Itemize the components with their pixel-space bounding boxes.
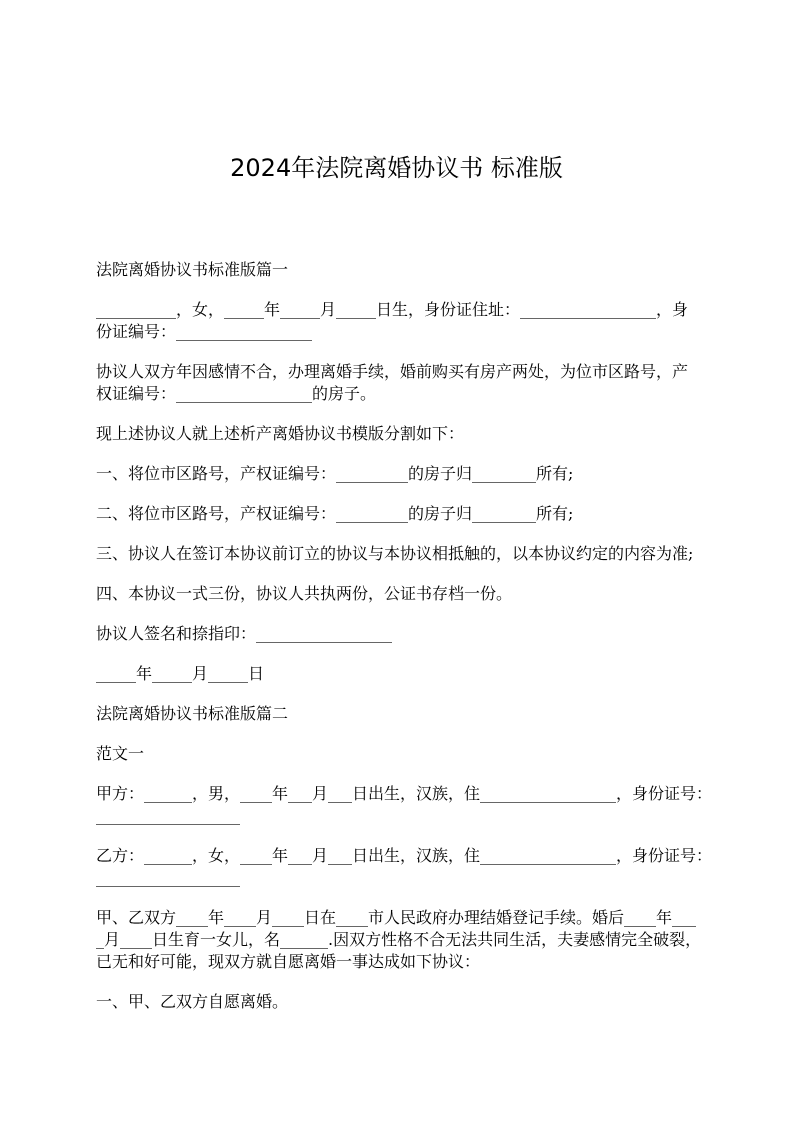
party-a-info [96, 783, 713, 827]
part-one-division-intro [96, 423, 700, 445]
clause-item [96, 543, 700, 565]
party-b-line-2: __________________ [96, 868, 240, 887]
party-a-line-2: __________________ [96, 806, 240, 825]
division-intro-text: 现上述协议人就上述析产离婚协议书模版分割如下： [96, 424, 465, 443]
signature-text: 协议人签名和捺指印：_________________ [96, 624, 393, 643]
property-line-2: 权证编号：_________________的房子。 [96, 384, 377, 403]
party-b-line-1: 乙方：______，女，____年___月___日出生，汉族，住_________________，身份证号： [96, 846, 713, 865]
sample-label [96, 743, 700, 765]
party-a-line-1: 甲方：______，男，____年___月___日出生，汉族，住_________________，身份证号： [96, 784, 713, 803]
part-two-clause-1-text: 一、甲、乙双方自愿离婚。 [96, 992, 289, 1011]
statement-line-1: 甲、乙双方____年____月____日在____市人民政府办理结婚登记手续。婚后____年___ [96, 908, 697, 927]
sample-label-text: 范文一 [96, 744, 145, 763]
statement-line-3: 已无和好可能，现双方就自愿离婚一事达成如下协议： [96, 952, 481, 971]
clause-item [96, 503, 700, 525]
clause-item [96, 463, 700, 485]
document-title: 2024年法院离婚协议书 标准版 [230, 154, 563, 183]
party-info-line-1: __________，女，_____年_____月_____日生，身份证住址：_________________，身 [96, 300, 689, 319]
part-two-heading-text: 法院离婚协议书标准版篇二 [96, 704, 289, 723]
party-info-line-2: 份证编号：_________________ [96, 322, 313, 341]
part-two-heading [96, 703, 700, 725]
part-one-heading [96, 259, 700, 281]
document-body [96, 259, 713, 1031]
date-text: _____年_____月_____日 [96, 664, 265, 683]
clause-1-text: 一、将位市区路号，产权证编号：_________的房子归________所有; [96, 464, 574, 483]
clause-2-text: 二、将位市区路号，产权证编号：_________的房子归________所有; [96, 504, 574, 523]
clause-3-text: 三、协议人在签订本协议前订立的协议与本协议相抵触的，以本协议约定的内容为准; [96, 544, 694, 563]
date-line [96, 663, 700, 685]
signature-line [96, 623, 700, 645]
clause-item [96, 583, 700, 605]
clause-4-text: 四、本协议一式三份，协议人共执两份，公证书存档一份。 [96, 584, 513, 603]
statement-line-2: _月____日生育一女儿，名______.因双方性格不合无法共同生活，夫妻感情完全破裂， [96, 930, 702, 949]
party-b-info [96, 845, 713, 889]
property-line-1: 协议人双方年因感情不合，办理离婚手续，婚前购买有房产两处，为位市区路号，产 [96, 362, 689, 381]
part-one-property [96, 361, 700, 405]
part-two-clause-1 [96, 991, 700, 1013]
marriage-statement [96, 907, 700, 973]
part-one-party-info [96, 299, 700, 343]
part-one-heading-text: 法院离婚协议书标准版篇一 [96, 260, 289, 279]
